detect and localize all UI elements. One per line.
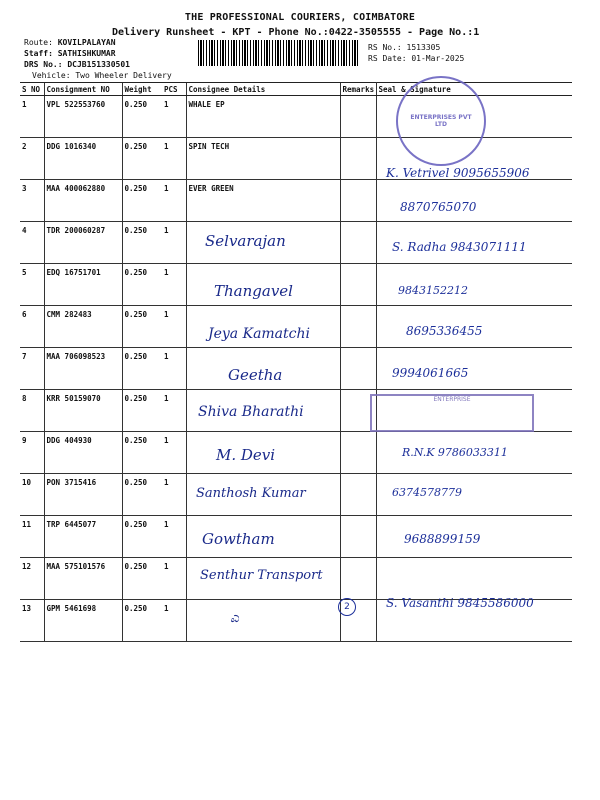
cell-consignee <box>186 474 340 516</box>
table-row <box>20 348 572 390</box>
handwritten-signature: 9843152212 <box>398 284 468 297</box>
cell-consignee <box>186 600 340 642</box>
cell-consignment: TDR 200060287 <box>44 222 122 264</box>
handwritten-signature: 9688899159 <box>404 532 481 546</box>
handwritten-signature: 8870765070 <box>400 200 477 214</box>
cell-consignee <box>186 390 340 432</box>
cell-pcs: 1 <box>162 138 186 180</box>
cell-consignment: VPL 522553760 <box>44 96 122 138</box>
cell-sno: 12 <box>20 558 44 600</box>
handwritten-name: M. Devi <box>216 446 276 464</box>
cell-consignment: GPM 5461698 <box>44 600 122 642</box>
cell-pcs: 1 <box>162 222 186 264</box>
cell-remarks <box>340 348 376 390</box>
table-row <box>20 96 572 138</box>
cell-remarks <box>340 264 376 306</box>
handwritten-name: Jeya Kamatchi <box>208 326 310 342</box>
cell-remarks <box>340 180 376 222</box>
cell-consignment: CMM 282483 <box>44 306 122 348</box>
table-row <box>20 474 572 516</box>
handwritten-name: Santhosh Kumar <box>196 486 306 501</box>
cell-pcs: 1 <box>162 432 186 474</box>
handwritten-name: Selvarajan <box>205 232 286 250</box>
handwritten-name: Senthur Transport <box>200 568 323 583</box>
cell-sno: 1 <box>20 96 44 138</box>
table-row <box>20 306 572 348</box>
cell-weight: 0.250 <box>122 306 162 348</box>
cell-consignment: DDG 404930 <box>44 432 122 474</box>
cell-weight: 0.250 <box>122 432 162 474</box>
table-row <box>20 180 572 222</box>
cell-signature <box>376 432 572 474</box>
runsheet-table <box>20 82 572 642</box>
handwritten-name: Thangavel <box>214 282 293 300</box>
rs-date-label: RS Date: <box>368 54 407 63</box>
cell-weight: 0.250 <box>122 348 162 390</box>
cell-sno: 7 <box>20 348 44 390</box>
cell-consignment: MAA 706098523 <box>44 348 122 390</box>
table-row <box>20 264 572 306</box>
cell-weight: 0.250 <box>122 264 162 306</box>
cell-consignment: KRR 50159070 <box>44 390 122 432</box>
cell-pcs: 1 <box>162 96 186 138</box>
cell-consignee <box>186 222 340 264</box>
drs-line <box>24 59 130 70</box>
cell-sno: 10 <box>20 474 44 516</box>
company-seal <box>396 76 486 166</box>
cell-sno: 8 <box>20 390 44 432</box>
cell-remarks <box>340 222 376 264</box>
cell-remarks <box>340 516 376 558</box>
vehicle-label: Vehicle: <box>32 71 71 80</box>
cell-remarks <box>340 474 376 516</box>
cell-signature <box>376 558 572 600</box>
cell-consignee: WHALE EP <box>186 96 340 138</box>
cell-weight: 0.250 <box>122 96 162 138</box>
cell-weight: 0.250 <box>122 180 162 222</box>
cell-signature <box>376 222 572 264</box>
stamp-text: ENTERPRISE <box>433 396 471 403</box>
cell-signature <box>376 180 572 222</box>
cell-consignment: PON 3715416 <box>44 474 122 516</box>
cell-consignee <box>186 306 340 348</box>
table-row <box>20 558 572 600</box>
cell-pcs: 1 <box>162 558 186 600</box>
handwritten-name: Gowtham <box>202 530 275 548</box>
cell-consignment: EDQ 16751701 <box>44 264 122 306</box>
barcode <box>198 40 358 66</box>
cell-consignee <box>186 516 340 558</box>
handwritten-name: Geetha <box>228 366 283 384</box>
cell-consignment: MAA 400062880 <box>44 180 122 222</box>
cell-weight: 0.250 <box>122 516 162 558</box>
table-row <box>20 516 572 558</box>
rs-no-value: 1513305 <box>406 43 441 52</box>
cell-signature <box>376 600 572 642</box>
handwritten-signature: S. Radha 9843071111 <box>392 240 527 254</box>
rs-date-line <box>368 53 464 64</box>
handwritten-mark: ಎ <box>230 610 239 626</box>
cell-remarks <box>340 558 376 600</box>
cell-pcs: 1 <box>162 264 186 306</box>
col-seal-signature: Seal & Signature <box>376 83 572 96</box>
handwritten-signature: 6374578779 <box>392 486 462 499</box>
col-pcs: PCS <box>162 83 186 96</box>
handwritten-name: Shiva Bharathi <box>198 404 304 420</box>
cell-sno: 5 <box>20 264 44 306</box>
cell-sno: 9 <box>20 432 44 474</box>
header-meta-right <box>368 42 464 64</box>
seal-text: ENTERPRISES PVT LTD <box>410 114 472 128</box>
cell-consignment: DDG 1016340 <box>44 138 122 180</box>
cell-remarks <box>340 138 376 180</box>
handwritten-signature: S. Vasanthi 9845586000 <box>386 596 534 610</box>
table-row <box>20 432 572 474</box>
rs-no-line <box>368 42 464 53</box>
handwritten-signature: 9994061665 <box>392 366 469 380</box>
staff-value: SATHISHKUMAR <box>57 49 116 58</box>
cell-sno: 11 <box>20 516 44 558</box>
route-value: KOVILPALAYAN <box>57 38 116 47</box>
cell-weight: 0.250 <box>122 600 162 642</box>
cell-weight: 0.250 <box>122 138 162 180</box>
cell-signature <box>376 348 572 390</box>
drs-value: DCJB151330501 <box>67 60 130 69</box>
circled-number: 2 <box>338 598 356 616</box>
col-consignment: Consignment NO <box>44 83 122 96</box>
cell-sno: 3 <box>20 180 44 222</box>
col-weight: Weight <box>122 83 162 96</box>
cell-remarks <box>340 432 376 474</box>
cell-sno: 13 <box>20 600 44 642</box>
cell-weight: 0.250 <box>122 474 162 516</box>
staff-line <box>24 48 130 59</box>
cell-weight: 0.250 <box>122 222 162 264</box>
drs-label: DRS No.: <box>24 60 63 69</box>
cell-consignee <box>186 348 340 390</box>
vehicle-value: Two Wheeler Delivery <box>75 71 172 80</box>
cell-pcs: 1 <box>162 348 186 390</box>
cell-signature <box>376 474 572 516</box>
cell-pcs: 1 <box>162 180 186 222</box>
cell-consignee <box>186 558 340 600</box>
route-label: Route: <box>24 38 53 47</box>
cell-weight: 0.250 <box>122 558 162 600</box>
cell-signature <box>376 264 572 306</box>
cell-pcs: 1 <box>162 600 186 642</box>
handwritten-signature: K. Vetrivel 9095655906 <box>386 166 530 180</box>
cell-consignment: MAA 575101576 <box>44 558 122 600</box>
cell-consignee <box>186 432 340 474</box>
col-remarks: Remarks <box>340 83 376 96</box>
rs-no-label: RS No.: <box>368 43 402 52</box>
cell-sno: 2 <box>20 138 44 180</box>
cell-pcs: 1 <box>162 474 186 516</box>
handwritten-signature: R.N.K 9786033311 <box>402 446 508 459</box>
cell-remarks <box>340 96 376 138</box>
cell-sno: 4 <box>20 222 44 264</box>
table-header-row <box>20 83 572 96</box>
col-sno: S NO <box>20 83 44 96</box>
cell-consignee <box>186 264 340 306</box>
vehicle-line <box>32 71 172 80</box>
cell-signature <box>376 516 572 558</box>
staff-label: Staff: <box>24 49 53 58</box>
runsheet-subtitle: Delivery Runsheet - KPT - Phone No.:0422-3505555 - Page No.:1 <box>112 27 480 38</box>
header-meta-left <box>24 37 130 70</box>
cell-weight: 0.250 <box>122 390 162 432</box>
table-row <box>20 600 572 642</box>
cell-pcs: 1 <box>162 306 186 348</box>
route-line <box>24 37 130 48</box>
handwritten-signature: 8695336455 <box>406 324 483 338</box>
rs-date-value: 01-Mar-2025 <box>411 54 465 63</box>
col-consignee: Consignee Details <box>186 83 340 96</box>
cell-signature <box>376 306 572 348</box>
cell-pcs: 1 <box>162 516 186 558</box>
ink-stamp <box>370 394 534 432</box>
cell-consignment: TRP 6445077 <box>44 516 122 558</box>
cell-sno: 6 <box>20 306 44 348</box>
cell-consignee: EVER GREEN <box>186 180 340 222</box>
table-row <box>20 138 572 180</box>
company-title: THE PROFESSIONAL COURIERS, COIMBATORE <box>184 12 416 23</box>
cell-consignee: SPIN TECH <box>186 138 340 180</box>
cell-remarks <box>340 306 376 348</box>
cell-pcs: 1 <box>162 390 186 432</box>
table-row <box>20 222 572 264</box>
